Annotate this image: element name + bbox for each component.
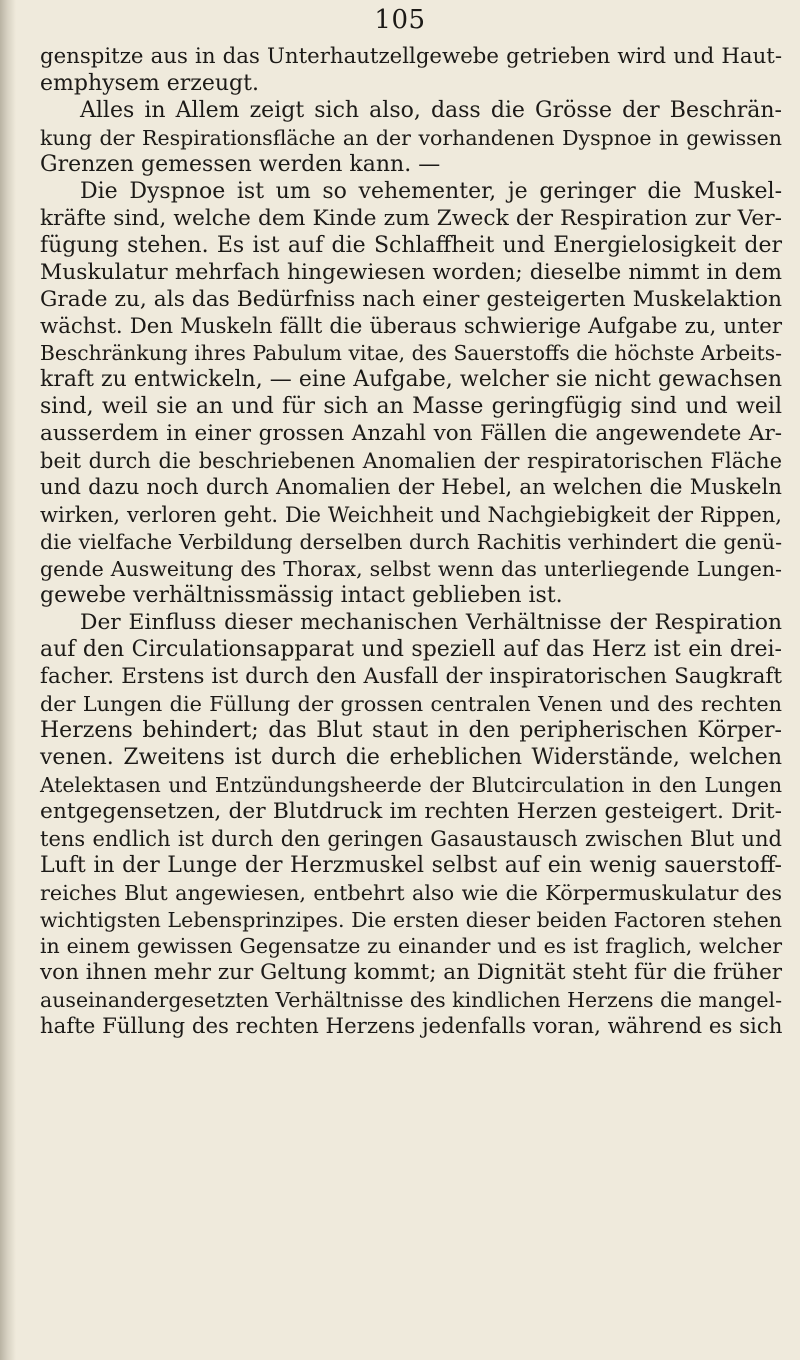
text-line: wächst. Den Muskeln fällt die überaus schwierige Aufgabe zu, unter	[40, 313, 782, 339]
text-line: Herzens behindert; das Blut staut in den peripherischen Körper-	[40, 717, 782, 743]
text-line: kung der Respirationsfläche an der vorhandenen Dyspnoe in gewissen	[40, 125, 782, 150]
text-line: ausserdem in einer grossen Anzahl von Fällen die angewendete Ar-	[40, 421, 782, 447]
text-line: der Lungen die Füllung der grossen centralen Venen und des rechten	[40, 691, 782, 716]
page-binding-shadow	[0, 0, 16, 1360]
page-number: 105	[374, 5, 426, 35]
text-line: Atelektasen und Entzündungsheerde der Blutcirculation in den Lungen	[40, 772, 782, 797]
text-line: emphysem erzeugt.	[40, 70, 259, 96]
text-line: kraft zu entwickeln, — eine Aufgabe, welcher sie nicht gewachsen	[40, 367, 782, 393]
text-line: wirken, verloren geht. Die Weichheit und Nachgiebigkeit der Rippen,	[40, 503, 782, 528]
text-line: Grade zu, als das Bedürfniss nach einer gesteigerten Muskelaktion	[40, 286, 782, 312]
text-line: Muskulatur mehrfach hingewiesen worden; dieselbe nimmt in dem	[40, 259, 782, 285]
text-line: die vielfache Verbildung derselben durch Rachitis verhindert die genü-	[40, 530, 782, 555]
text-line: facher. Erstens ist durch den Ausfall der inspiratorischen Saugkraft	[40, 663, 782, 689]
text-line: tens endlich ist durch den geringen Gasaustausch zwischen Blut und	[40, 826, 782, 851]
text-line: Luft in der Lunge der Herzmuskel selbst auf ein wenig sauerstoff-	[40, 852, 782, 878]
text-line: auf den Circulationsapparat und speziell auf das Herz ist ein drei-	[40, 636, 782, 662]
text-line: auseinandergesetzten Verhältnisse des kindlichen Herzens die mangel-	[40, 988, 783, 1013]
text-line: entgegensetzen, der Blutdruck im rechten Herzen gesteigert. Drit-	[40, 798, 782, 824]
text-line: reiches Blut angewiesen, entbehrt also wie die Körpermuskulatur des	[40, 880, 782, 905]
text-line: beit durch die beschriebenen Anomalien der respiratorischen Fläche	[40, 449, 782, 474]
text-line: Der Einfluss dieser mechanischen Verhältnisse der Respiration	[80, 610, 782, 636]
text-line: hafte Füllung des rechten Herzens jedenfalls voran, während es sich	[40, 1014, 783, 1040]
text-line: venen. Zweitens ist durch die erheblichen Widerstände, welchen	[40, 744, 782, 770]
text-line: gewebe verhältnissmässig intact geblieben ist.	[40, 583, 563, 609]
text-line: Grenzen gemessen werden kann. —	[40, 151, 441, 177]
text-line: Die Dyspnoe ist um so vehementer, je geringer die Muskel-	[80, 178, 782, 204]
text-line: sind, weil sie an und für sich an Masse geringfügig sind und weil	[40, 394, 782, 420]
text-line: Alles in Allem zeigt sich also, dass die Grösse der Beschrän-	[80, 97, 782, 123]
text-line: kräfte sind, welche dem Kinde zum Zweck der Respiration zur Ver-	[40, 205, 782, 231]
text-line: Beschränkung ihres Pabulum vitae, des Sauerstoffs die höchste Arbeits-	[40, 341, 782, 366]
text-line: in einem gewissen Gegensatze zu einander und es ist fraglich, welcher	[40, 934, 782, 959]
body-text	[40, 44, 782, 1041]
text-line: und dazu noch durch Anomalien der Hebel, an welchen die Muskeln	[40, 475, 782, 501]
text-line: fügung stehen. Es ist auf die Schlaffheit und Energielosigkeit der	[40, 232, 782, 258]
text-line: von ihnen mehr zur Geltung kommt; an Dignität steht für die früher	[40, 960, 783, 986]
text-line: genspitze aus in das Unterhautzellgewebe getrieben wird und Haut-	[40, 44, 782, 69]
text-line: wichtigsten Lebensprinzipes. Die ersten dieser beiden Factoren stehen	[40, 907, 782, 932]
text-line: gende Ausweitung des Thorax, selbst wenn das unterliegende Lungen-	[40, 557, 782, 582]
